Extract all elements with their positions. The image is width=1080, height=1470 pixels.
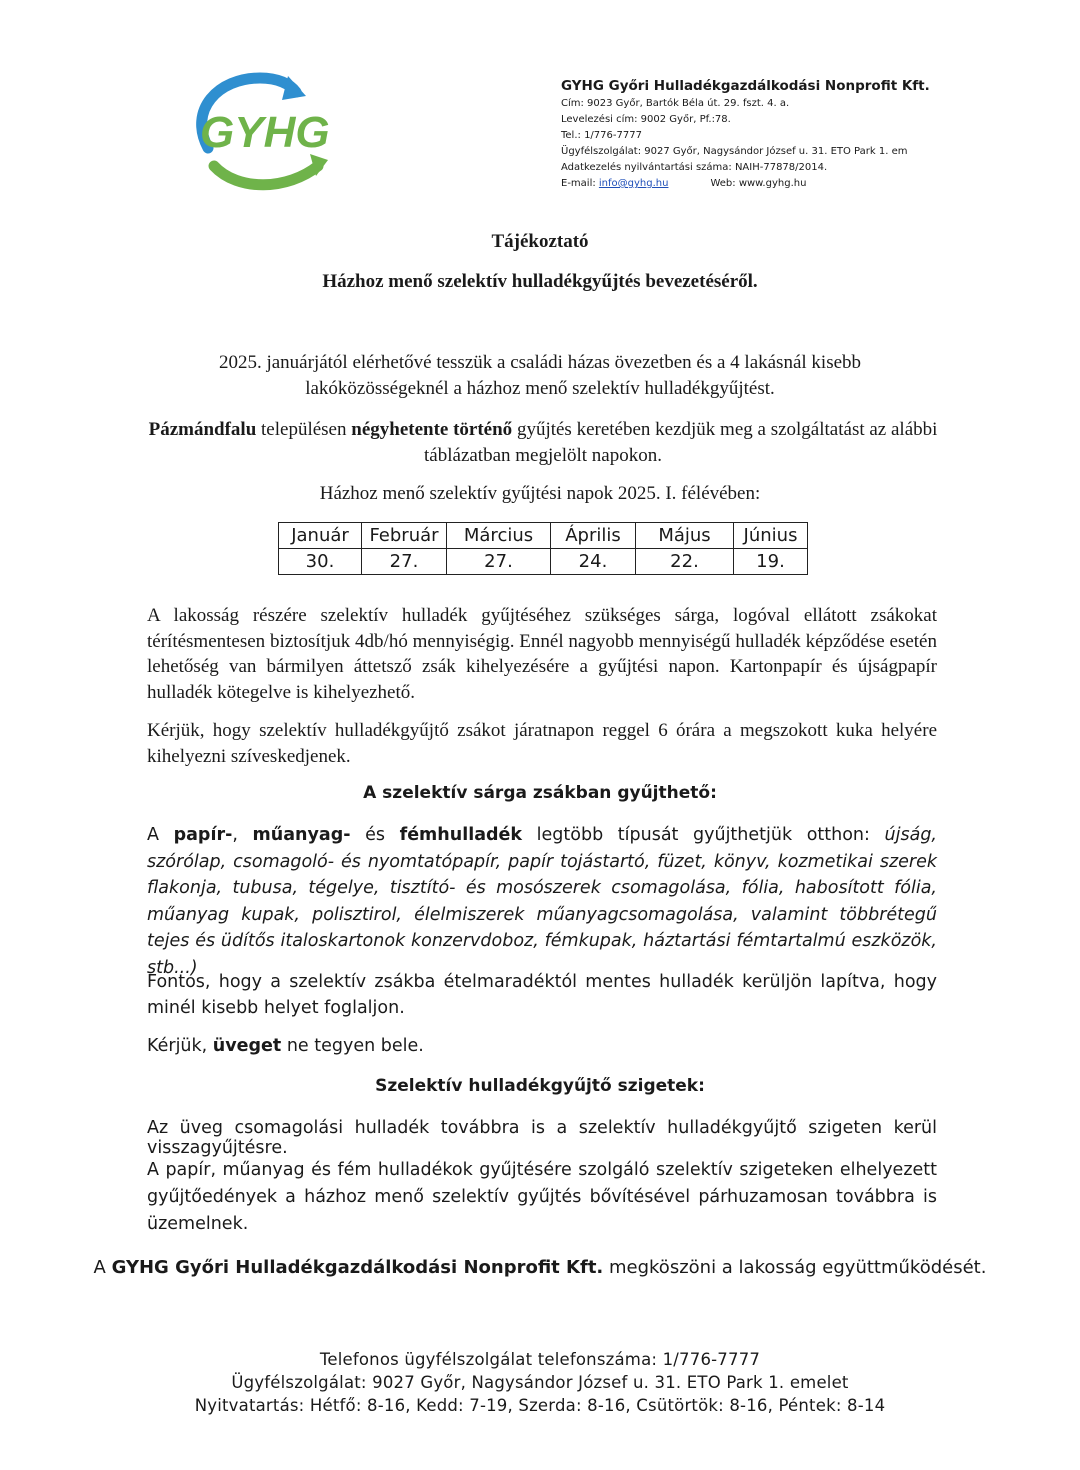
table-caption: Házhoz menő szelektív gyűjtési napok 2025. I. félévében:: [319, 483, 761, 504]
day-cell: 27.: [362, 549, 447, 575]
table-row-months: [279, 523, 808, 549]
company-mail-address: Levelezési cím: 9002 Győr, Pf.:78.: [561, 114, 731, 125]
settlement-name: Pázmándfalu: [148, 419, 257, 440]
schedule-table: [278, 522, 808, 575]
month-cell: Május: [636, 523, 734, 549]
frequency-text: négyhetente történő: [351, 419, 513, 440]
company-logo: [178, 70, 348, 195]
text-span: megköszöni a lakosság együttműködését.: [603, 1257, 987, 1278]
plastic-text: műanyag-: [252, 825, 351, 845]
intro-paragraph: [0, 350, 1080, 402]
text-span: A: [93, 1257, 112, 1278]
table-row-days: [279, 549, 808, 575]
company-address: Cím: 9023 Győr, Bartók Béla út. 29. fszt. 4. a.: [561, 98, 790, 109]
thanks-paragraph: [0, 1257, 1080, 1278]
logo-text: GYHG: [200, 108, 330, 157]
company-contact-line: [561, 176, 981, 192]
company-data-registration: Adatkezelés nyilvántartási száma: NAIH-77878/2014.: [561, 162, 828, 173]
footer-address: Ügyfélszolgálat: 9027 Győr, Nagysándor József u. 31. ETO Park 1. emelet: [231, 1373, 849, 1392]
company-info: [561, 76, 981, 192]
collectable-items-paragraph: [147, 822, 937, 981]
text-span: ,: [232, 825, 253, 845]
glass-paragraph: [147, 1036, 937, 1056]
web-text: Web: www.gyhg.hu: [710, 178, 807, 189]
text-span: gyűjtés keretében kezdjük meg a szolgáltatást az alábbi táblázatban megjelölt napokon.: [424, 419, 938, 466]
day-cell: 27.: [447, 549, 551, 575]
footer-opening-hours: Nyitvatartás: Hétfő: 8-16, Kedd: 7-19, Szerda: 8-16, Csütörtök: 8-16, Péntek: 8-14: [194, 1396, 886, 1415]
footer: [0, 1348, 1080, 1417]
text-span: ne tegyen bele.: [281, 1036, 424, 1056]
document-title: Tájékoztató: [491, 231, 589, 252]
logo-graphic: [178, 70, 348, 195]
islands-heading: Szelektív hulladékgyűjtő szigetek:: [375, 1076, 705, 1096]
text-span: Kérjük,: [147, 1036, 213, 1056]
text-span: településen: [256, 419, 352, 440]
document-subtitle: Házhoz menő szelektív hulladékgyűjtés bevezetéséről.: [322, 271, 758, 292]
glass-text: üveget: [212, 1036, 282, 1056]
flatten-paragraph: Fontos, hogy a szelektív zsákba ételmaradéktól mentes hulladék kerüljön lapítva, hogy minél kisebb helyet foglaljon.: [147, 972, 937, 1018]
day-cell: 22.: [636, 549, 734, 575]
bags-paragraph: A lakosság részére szelektív hulladék gyűjtéséhez szükséges sárga, logóval ellátott zsákokat térítésmentesen biztosítjuk 4db/hó mennyiségig. Ennél nagyobb mennyiségű hulladék képződése esetén lehetőség van bármilyen áttetsző zsák kihelyezésére a gyűjtési napon. Kartonpapír és újságpapír hulladék kötegelve is kihelyezhető.: [147, 605, 937, 703]
day-cell: 19.: [734, 549, 808, 575]
schedule-paragraph: [148, 417, 938, 469]
email-link[interactable]: info@gyhg.hu: [598, 178, 669, 189]
intro-line-1: 2025. januárjától elérhetővé tesszük a családi házas övezetben és a 4 lakásnál kisebb: [218, 352, 862, 373]
intro-line-2: lakóközösségeknél a házhoz menő szelektív hulladékgyűjtést.: [305, 378, 775, 399]
day-cell: 24.: [551, 549, 636, 575]
company-phone: Tel.: 1/776-7777: [561, 130, 642, 141]
company-name-bold: GYHG Győri Hulladékgazdálkodási Nonprofit Kft.: [111, 1257, 604, 1278]
islands-paragraph: A papír, műanyag és fém hulladékok gyűjtésére szolgáló szelektív szigeteken elhelyezett gyűjtőedények a házhoz menő szelektív gyűjtés bővítésével párhuzamosan továbbra is üzemelnek.: [147, 1160, 937, 1234]
glass-islands-paragraph: Az üveg csomagolási hulladék továbbra is a szelektív hulladékgyűjtő szigeten kerül visszagyűjtésre.: [147, 1118, 937, 1158]
text-span: legtöbb típusát gyűjthetjük otthon:: [522, 825, 885, 845]
paper-text: papír-: [173, 825, 233, 845]
month-cell: Március: [447, 523, 551, 549]
text-span: A: [147, 825, 174, 845]
month-cell: Június: [734, 523, 808, 549]
footer-phone: Telefonos ügyfélszolgálat telefonszáma: 1/776-7777: [319, 1350, 761, 1369]
month-cell: Április: [551, 523, 636, 549]
items-list: újság, szórólap, csomagoló- és nyomtatópapír, papír tojástartó, füzet, könyv, kozmetikai szerek flakonja, tubusa, tégelye, tisztító- és mosószerek csomagolása, fólia, habosított fólia, műanyag kupak, polisztirol, élelmiszerek műanyagcsomagolása, valamint többrétegű tejes és üdítős italoskartonok konzervdoboz, fémkupak, háztartási fémtartalmú eszközök, stb...): [147, 825, 937, 978]
placement-paragraph: Kérjük, hogy szelektív hulladékgyűjtő zsákot járatnapon reggel 6 órára a megszokott kuka helyére kihelyezni szíveskedjenek.: [147, 720, 937, 767]
month-cell: Január: [279, 523, 362, 549]
text-span: és: [350, 825, 400, 845]
metal-text: fémhulladék: [399, 825, 523, 845]
company-name: GYHG Győri Hulladékgazdálkodási Nonprofit Kft.: [561, 78, 930, 94]
yellow-bag-heading: A szelektív sárga zsákban gyűjthető:: [363, 783, 717, 803]
month-cell: Február: [362, 523, 447, 549]
day-cell: 30.: [279, 549, 362, 575]
company-customer-service: Ügyfélszolgálat: 9027 Győr, Nagysándor József u. 31. ETO Park 1. em: [561, 146, 908, 157]
email-label: E-mail:: [561, 178, 599, 189]
